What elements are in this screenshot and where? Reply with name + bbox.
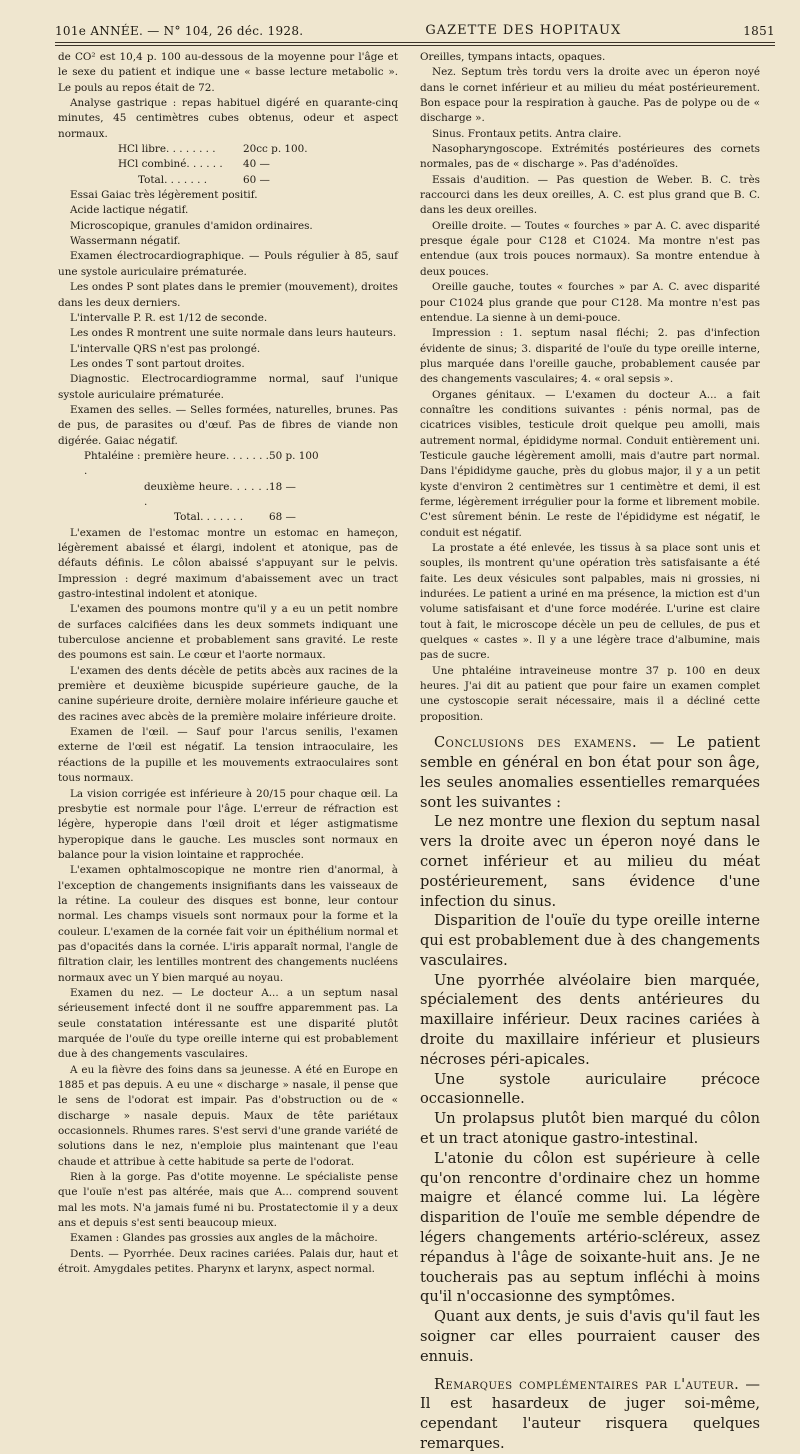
paragraph: Dents. — Pyorrhée. Deux racines cariées. Palais dur, haut et étroit. Amygdales petites. Pharynx et larynx, aspect normal. [58,1247,398,1276]
right-column [420,50,760,1454]
paragraph: de CO² est 10,4 p. 100 au-dessous de la moyenne pour l'âge et le sexe du patient et indique une « basse lecture metabolic ». Le pouls au repos était de 72. [58,51,398,94]
table-label: deuxième heure. . . . . . . [144,480,269,508]
phtaleine-table [58,449,398,526]
paragraph: Rien à la gorge. Pas d'otite moyenne. Le spécialiste pense que l'ouïe n'est pas altérée, mais que A... comprend souvent mal les mots. N'a jamais fumé ni bu. Prostatectomie il y a deux ans et depuis s'est senti beaucoup mieux. [58,1171,398,1230]
paragraph: Les ondes T sont partout droites. [70,357,245,370]
paragraph: Examen de l'œil. — Sauf pour l'arcus senilis, l'examen externe de l'œil est négatif. La tension intraoculaire, les réactions de la pupille et les mouvements extraoculaires sont tous normaux. [58,726,398,785]
paragraph: Les ondes R montrent une suite normale dans leurs hauteurs. [70,327,397,340]
paragraph: Examen du nez. — Le docteur A... a un septum nasal sérieusement infecté dont il ne souffre apparemment pas. La seule constatation intéressante est une disparité plutôt marquée de l'ouïe du type oreille interne qui est probablement due à des changements vasculaires. [58,986,398,1061]
table-label: Phtaléine : première heure. . . . . . . . [84,449,269,478]
paragraph: Une systole auriculaire précoce occasionnelle. [420,1070,760,1108]
paragraph: Essais d'audition. — Pas question de Weber. B. C. très raccourci dans les deux oreilles, A. C. est plus grand que B. C. dans les deux oreilles. [420,173,760,217]
paragraph: Examen : Glandes pas grossies aux angles de la mâchoire. [70,1232,378,1245]
paragraph: Analyse gastrique : repas habituel digéré en quarante-cinq minutes, 45 centimètres cubes obtenus, odeur et aspect normaux. [58,97,398,140]
paragraph: L'examen des poumons montre qu'il y a eu un petit nombre de surfaces calcifiées dans les deux sommets indiquant une tuberculose ancienne et probablement sans gravité. Le reste des poumons est sain. Le cœur et l'aorte normaux. [58,603,398,662]
paragraph: Quant aux dents, je suis d'avis qu'il faut les soigner car elles pourraient causer des ennuis. [420,1308,760,1365]
header-rule [55,42,775,43]
paragraph [420,1375,760,1454]
paragraph: Impression : 1. septum nasal fléchi; 2. pas d'infection évidente de sinus; 3. disparité de l'ouïe du type oreille interne, plus marquée dans l'oreille gauche, probablement causée par des changements vasculaires; 4. « oral sepsis ». [420,327,760,386]
left-column [58,50,398,1278]
paragraph: Un prolapsus plutôt bien marqué du côlon et un tract atonique gastro-intestinal. [420,1110,760,1148]
table-label: Total. . . . . . . [138,173,208,186]
issue-info: 101e ANNÉE. — N° 104, 26 déc. 1928. [55,24,304,38]
paragraph: La vision corrigée est inférieure à 20/15 pour chaque œil. La presbytie est normale pour l'âge. L'erreur de réfraction est légère, hyperopie dans l'œil droit et léger astigmatisme hyperopique dans le gauche. Les muscles sont normaux en balance pour la vision lointaine et rapprochée. [58,787,398,861]
paragraph: Wassermann négatif. [70,235,181,248]
table-label: Total. . . . . . . [174,511,244,524]
header-rule-double [55,45,775,46]
paragraph: Une pyorrhée alvéolaire bien marquée, spécialement des dents antérieures du maxillaire inférieur. Deux racines cariées à droite du maxillaire inférieur et plusieurs nécroses péri-apicales. [420,971,760,1068]
paragraph: Examen des selles. — Selles formées, naturelles, brunes. Pas de pus, de parasites ou d'œuf. Pas de fibres de viande non digérée. Gaiac négatif. [58,403,398,447]
table-row [58,510,398,525]
conclusions-section [420,733,760,1454]
table-row [58,173,398,188]
page-number: 1851 [743,24,775,38]
table-value: 40 — [243,158,270,171]
paragraph: L'examen de l'estomac montre un estomac en hameçon, légèrement abaissé et élargi, indolent et atonique, pas de défauts définis. Le côlon abaissé s'appuyant sur le pelvis. Impression : degré maximum d'abaissement avec un tract gastro-intestinal indolent et atonique. [58,526,398,601]
paragraph: Disparition de l'ouïe du type oreille interne qui est probablement due à des changements vasculaires. [420,912,760,969]
table-row [58,480,398,511]
table-value: 60 — [243,173,270,186]
paragraph: Nasopharyngoscope. Extrémités postérieures des cornets normales, pas de « discharge ». Pas d'adénoïdes. [420,143,760,171]
paragraph: A eu la fièvre des foins dans sa jeunesse. A été en Europe en 1885 et pas depuis. A eu une « discharge » nasale, il pense que le sens de l'odorat est impair. Pas d'obstruction ou de « discharge » nasale depuis. Maux de tête pariétaux occasionnels. Rhumes rares. S'est servi d'une grande variété de solutions dans le nez, n'emploie plus maintenant que l'eau chaude et attribue à cette habitude sa perte de l'odorat. [58,1063,398,1168]
table-row [58,142,398,157]
paragraph: Acide lactique négatif. [70,204,189,217]
section-heading: Conclusions des examens. [434,734,638,752]
gastric-table [58,142,398,188]
paragraph: L'examen des dents décèle de petits abcès aux racines de la première et deuxième bicuspide supérieure gauche, de la canine supérieure droite, dernière molaire inférieure gauche et des racines avec abcès de la première molaire inférieure droite. [58,664,398,723]
table-row [58,449,398,480]
paragraph: Organes génitaux. — L'examen du docteur A... a fait connaître les conditions suivantes : pénis normal, pas de cicatrices visibles, testicule droit quelque peu amolli, mais autrement normal, épididyme normal. Conduit entièrement uni. Testicule gauche légèrement amolli, mais d'autre part normal. Dans l'épididyme gauche, près du globus major, il y a un petit kyste d'environ 2 centimètres sur 1 centimètre et demi, il est ferme, légèrement irrégulier pour la forme et librement mobile. C'est sûrement bénin. Le reste de l'épididyme est négatif, le conduit est négatif. [420,388,760,539]
paragraph: Diagnostic. Electrocardiogramme normal, sauf l'unique systole auriculaire prématurée. [58,373,398,401]
journal-title: GAZETTE DES HOPITAUX [425,23,622,38]
paragraph: L'intervalle QRS n'est pas prolongé. [70,342,261,355]
paragraph: Examen électrocardiographique. — Pouls régulier à 85, sauf une systole auriculaire prématurée. [58,250,398,278]
table-value: 68 — [269,511,296,524]
paragraph [420,733,760,812]
paragraph: Oreilles, tympans intacts, opaques. [420,51,606,63]
paragraph: La prostate a été enlevée, les tissus à sa place sont unis et souples, ils montrent qu'une opération très satisfaisante a été faite. Les deux vésicules sont palpables, mais ni grossies, ni indurées. Le patient a uriné en ma présence, la miction est d'un volume satisfaisant et d'une force modérée. L'urine est claire tout à fait, le microscope décèle un peu de cellules, de pus et quelques « castes ». Il y a une légère trace d'albumine, mais pas de sucre. [420,542,760,662]
paragraph: Essai Gaiac très légèrement positif. [70,189,258,202]
table-value: 18 — [269,480,296,493]
paragraph: Les ondes P sont plates dans le premier (mouvement), droites dans les deux derniers. [58,281,398,309]
paragraph: Oreille droite. — Toutes « fourches » par A. C. avec disparité presque égale pour C128 et C1024. Ma montre n'est pas entendue (aux trois pouces normaux). Sa montre entendue à deux pouces. [420,219,760,278]
table-row [58,157,398,172]
section-heading: Remarques complémentaires par l'auteur. [434,1375,740,1393]
paragraph-text: — Le patient semble en général en bon état pour son âge, les seules anomalies essentielles remarquées sont les suivantes : [420,734,760,811]
paragraph-text: — Il est hasardeux de juger soi-même, cependant l'auteur risquera quelques remarques. [420,1375,761,1453]
paragraph: Le nez montre une flexion du septum nasal vers la droite avec un éperon noyé dans le cornet inférieur et au milieu du méat postérieurement, sans évidence d'une infection du sinus. [420,813,760,910]
page-header [55,12,775,38]
table-label: HCl libre. . . . . . . . [118,143,216,156]
paragraph: Une phtaléine intraveineuse montre 37 p. 100 en deux heures. J'ai dit au patient que pour faire un examen complet une cystoscopie serait nécessaire, mais il a décliné cette proposition. [420,664,760,723]
paragraph: Microscopique, granules d'amidon ordinaires. [70,219,313,232]
paragraph: L'examen ophtalmoscopique ne montre rien d'anormal, à l'exception de changements insignifiants dans les vaisseaux de la rétine. La couleur des disques est bonne, leur contour normal. Les champs visuels sont normaux pour la forme et la couleur. L'examen de la cornée fait voir un épithélium normal et pas d'opacités dans la cornée. L'iris apparaît normal, l'angle de filtration clair, les lentilles montrent des changements nucléens normaux avec un Y bien marqué au noyau. [58,864,398,984]
table-value: 20cc p. 100. [243,143,308,156]
paragraph: Oreille gauche, toutes « fourches » par A. C. avec disparité pour C1024 plus grande que pour C128. Ma montre n'est pas entendue. La sienne à un demi-pouce. [420,281,760,324]
table-value: 50 p. 100 [269,449,319,462]
paragraph: L'atonie du côlon est supérieure à celle qu'on rencontre d'ordinaire chez un homme maigre et élancé comme lui. La légère disparition de l'ouïe me semble dépendre de légers changements artério-scléreux, assez répandus à l'âge de soixante-huit ans. Je ne toucherais pas au septum infléchi à moins qu'il n'occasionne des symptômes. [420,1149,760,1306]
paragraph: L'intervalle P. R. est 1/12 de seconde. [70,311,268,324]
paragraph: Sinus. Frontaux petits. Antra claire. [432,127,622,140]
table-label: HCl combiné. . . . . . [118,158,223,171]
paragraph: Nez. Septum très tordu vers la droite avec un éperon noyé dans le cornet inférieur et au milieu du méat postérieurement. Bon espace pour la respiration à gauche. Pas de polype ou de « discharge ». [420,66,760,125]
